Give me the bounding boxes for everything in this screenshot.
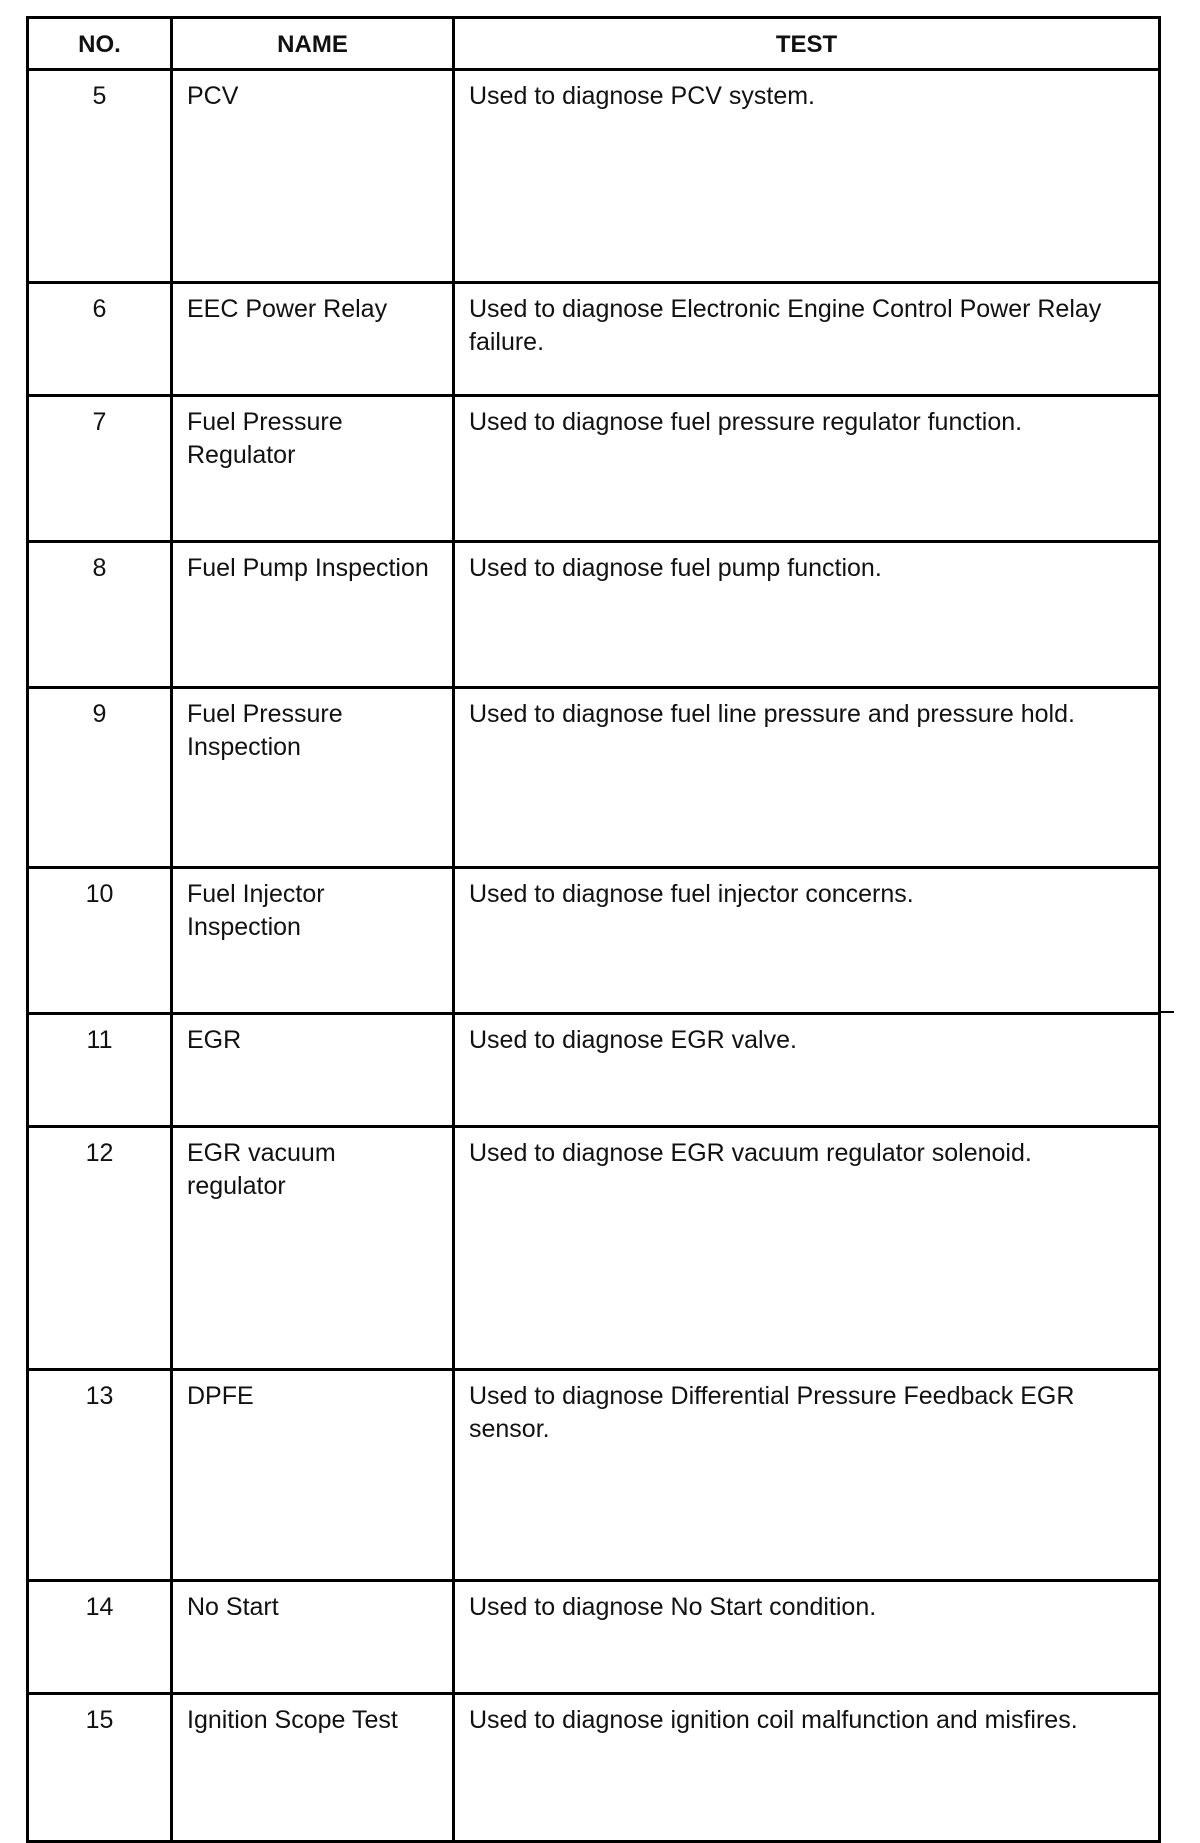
row-number: 6 [28, 283, 172, 396]
table-row [28, 1581, 1160, 1694]
row-name: No Start [172, 1581, 454, 1694]
table-row [28, 70, 1160, 283]
row-number: 10 [28, 868, 172, 1014]
row-name: EGR vacuum regulator [172, 1127, 454, 1370]
row-test: Used to diagnose fuel pressure regulator function. [454, 396, 1160, 542]
row-name: EEC Power Relay [172, 283, 454, 396]
row-test: Used to diagnose ignition coil malfunction and misfires. [454, 1694, 1160, 1842]
table-row [28, 1370, 1160, 1581]
diagnostic-tests-table [26, 16, 1161, 1843]
row-number: 7 [28, 396, 172, 542]
header-no: NO. [28, 18, 172, 70]
row-test: Used to diagnose PCV system. [454, 70, 1160, 283]
row-test: Used to diagnose fuel injector concerns. [454, 868, 1160, 1014]
row-number: 12 [28, 1127, 172, 1370]
table-row [28, 396, 1160, 542]
row-name: Fuel Pump Inspection [172, 542, 454, 688]
header-test: TEST [454, 18, 1160, 70]
row-number: 11 [28, 1014, 172, 1127]
row-test: Used to diagnose EGR valve. [454, 1014, 1160, 1127]
table-row [28, 283, 1160, 396]
row-test: Used to diagnose EGR vacuum regulator solenoid. [454, 1127, 1160, 1370]
row-test: Used to diagnose fuel pump function. [454, 542, 1160, 688]
table-header [28, 18, 1160, 70]
margin-rule-mark [1158, 1011, 1174, 1013]
row-name: Ignition Scope Test [172, 1694, 454, 1842]
table-row [28, 1127, 1160, 1370]
row-name: PCV [172, 70, 454, 283]
table-body [28, 70, 1160, 1842]
row-name: Fuel Pressure Inspection [172, 688, 454, 868]
row-test: Used to diagnose No Start condition. [454, 1581, 1160, 1694]
row-test: Used to diagnose Electronic Engine Control Power Relay failure. [454, 283, 1160, 396]
row-number: 14 [28, 1581, 172, 1694]
table-row [28, 1014, 1160, 1127]
table-row [28, 868, 1160, 1014]
row-test: Used to diagnose fuel line pressure and pressure hold. [454, 688, 1160, 868]
table-row [28, 1694, 1160, 1842]
table-row [28, 688, 1160, 868]
header-row [28, 18, 1160, 70]
row-number: 13 [28, 1370, 172, 1581]
row-name: Fuel Pressure Regulator [172, 396, 454, 542]
row-test: Used to diagnose Differential Pressure Feedback EGR sensor. [454, 1370, 1160, 1581]
row-name: DPFE [172, 1370, 454, 1581]
row-number: 5 [28, 70, 172, 283]
row-name: EGR [172, 1014, 454, 1127]
header-name: NAME [172, 18, 454, 70]
row-number: 15 [28, 1694, 172, 1842]
row-number: 8 [28, 542, 172, 688]
row-name: Fuel Injector Inspection [172, 868, 454, 1014]
table-row [28, 542, 1160, 688]
row-number: 9 [28, 688, 172, 868]
